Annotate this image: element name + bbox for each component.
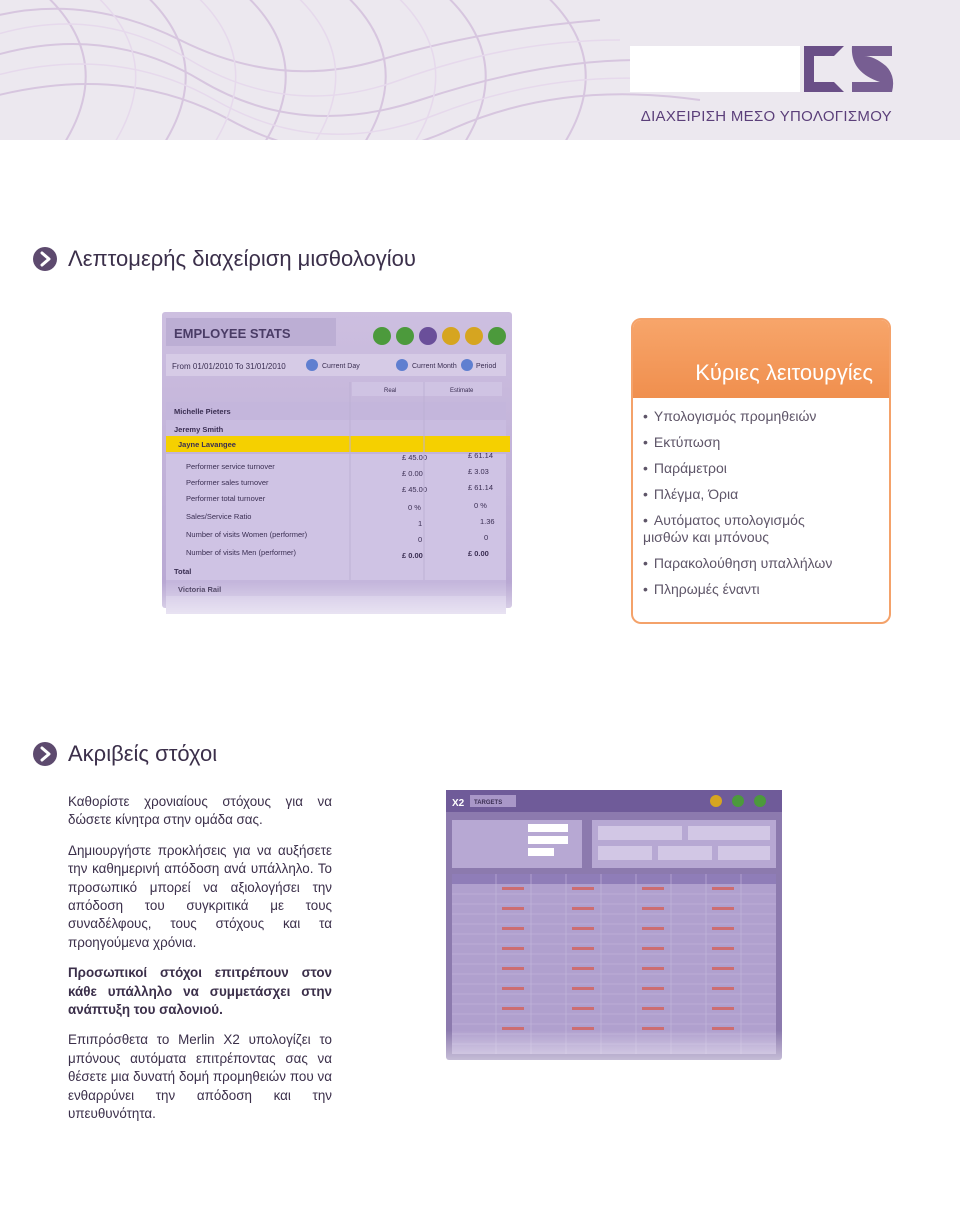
row-est: £ 3.03 — [468, 467, 489, 476]
employee-stats-title: EMPLOYEE STATS — [174, 326, 291, 341]
page-header — [0, 0, 960, 140]
row-label: Performer sales turnover — [186, 478, 269, 487]
feature-item: • Εκτύπωση — [643, 434, 889, 451]
window-icon-3[interactable] — [754, 795, 766, 807]
row-est: 1.36 — [480, 517, 495, 526]
btn-period[interactable]: Period — [476, 363, 497, 370]
header-subtitle: ΔΙΑΧΕΙΡΙΣΗ ΜΕΣΟ ΥΠΟΛΟΓΙΣΜΟΥ — [640, 108, 892, 125]
chevron-right-icon — [32, 246, 58, 272]
row-real: £ 45.00 — [402, 485, 428, 494]
tool-icon-1[interactable] — [373, 327, 391, 345]
chevron-right-icon — [32, 741, 58, 767]
targets-title: TARGETS — [474, 800, 503, 806]
row-real-total: £ 0.00 — [402, 551, 423, 560]
paragraph: Καθορίστε χρονιαίους στόχους για να δώσετε κίνητρα στην ομάδα σας. — [68, 794, 332, 828]
paragraph-bold: Προσωπικοί στόχοι επιτρέπουν στον κάθε υπάλληλο να συμμετάσχει στην ανάπτυξη του σαλονιού. — [68, 965, 332, 1018]
row-label: Number of visits Men (performer) — [186, 548, 297, 557]
feature-item: • Παρακολούθηση υπαλλήλων — [643, 555, 889, 572]
date-range: From 01/01/2010 To 31/01/2010 — [172, 362, 286, 371]
row-label: Sales/Service Ratio — [186, 512, 252, 521]
btn-current-month[interactable]: Current Month — [412, 363, 457, 370]
window-icon-2[interactable] — [732, 795, 744, 807]
row-label[interactable]: Jayne Lavangee — [178, 440, 236, 449]
row-est: 0 % — [474, 501, 487, 510]
feature-item: • Παράμετροι — [643, 460, 889, 477]
row-label[interactable]: Jeremy Smith — [174, 425, 224, 434]
section-heading-payroll — [32, 246, 416, 272]
row-label: Performer total turnover — [186, 494, 266, 503]
paragraph: Επιπρόσθετα το Merlin X2 υπολογίζει το μπόνους αυτόματα επιτρέποντας σας να θέσετε μια δυνατή δομή προμηθειών που να ενθαρρύνει την απόδοση και την υπευθυνότητα. — [68, 1032, 332, 1122]
row-real: 0 — [418, 535, 423, 544]
row-label[interactable]: Michelle Pieters — [174, 407, 231, 416]
row-real: £ 45.00 — [402, 453, 428, 462]
feature-item: • Πληρωμές έναντι — [643, 581, 889, 598]
row-real: 0 % — [408, 503, 421, 512]
feature-item: • Υπολογισμός προμηθειών — [643, 408, 889, 425]
row-real: £ 0.00 — [402, 469, 423, 478]
tool-icon-5[interactable] — [465, 327, 483, 345]
feature-item: • Αυτόματος υπολογισμός μισθών και μπόνους — [643, 512, 889, 546]
row-label: Performer service turnover — [186, 462, 275, 471]
col-estimate: Estimate — [450, 388, 474, 394]
feature-item: • Πλέγμα, Όρια — [643, 486, 889, 503]
features-header — [633, 320, 889, 398]
row-est: £ 61.14 — [468, 483, 494, 492]
x2-logo — [804, 46, 896, 92]
tool-icon-2[interactable] — [396, 327, 414, 345]
col-real: Real — [384, 388, 397, 394]
paragraph: Δημιουργήστε προκλήσεις για να αυξήσετε την καθημερινή απόδοση ανά υπάλληλο. Το προσωπικό μπορεί να αξιολογήσει την απόδοση του συγκριτικά με τους συναδέλφους, τους στόχους και τα προηγούμενα χρόνια. — [68, 842, 332, 950]
row-est: 0 — [484, 533, 489, 542]
btn-current-day[interactable]: Current Day — [322, 363, 360, 370]
row-est-total: £ 0.00 — [468, 549, 489, 558]
section-heading-targets — [32, 741, 217, 767]
features-box — [631, 318, 891, 624]
targets-screenshot — [446, 790, 786, 1090]
app-logo: X2 — [452, 798, 465, 809]
window-icon-1[interactable] — [710, 795, 722, 807]
tool-icon-3[interactable] — [419, 327, 437, 345]
header-white-panel — [630, 46, 800, 92]
employee-stats-screenshot — [162, 312, 512, 642]
row-real: 1 — [418, 519, 423, 528]
section-title: Ακριβείς στόχοι — [68, 741, 218, 766]
features-title: Κύριες λειτουργίες — [695, 360, 873, 385]
row-est: £ 61.14 — [468, 451, 494, 460]
section-title: Λεπτομερής διαχείριση μισθολογίου — [68, 246, 416, 271]
row-label: Number of visits Women (performer) — [186, 530, 308, 539]
features-list — [633, 398, 889, 598]
body-text — [68, 793, 332, 1136]
row-label: Total — [174, 567, 192, 576]
tool-icon-6[interactable] — [488, 327, 506, 345]
tool-icon-4[interactable] — [442, 327, 460, 345]
